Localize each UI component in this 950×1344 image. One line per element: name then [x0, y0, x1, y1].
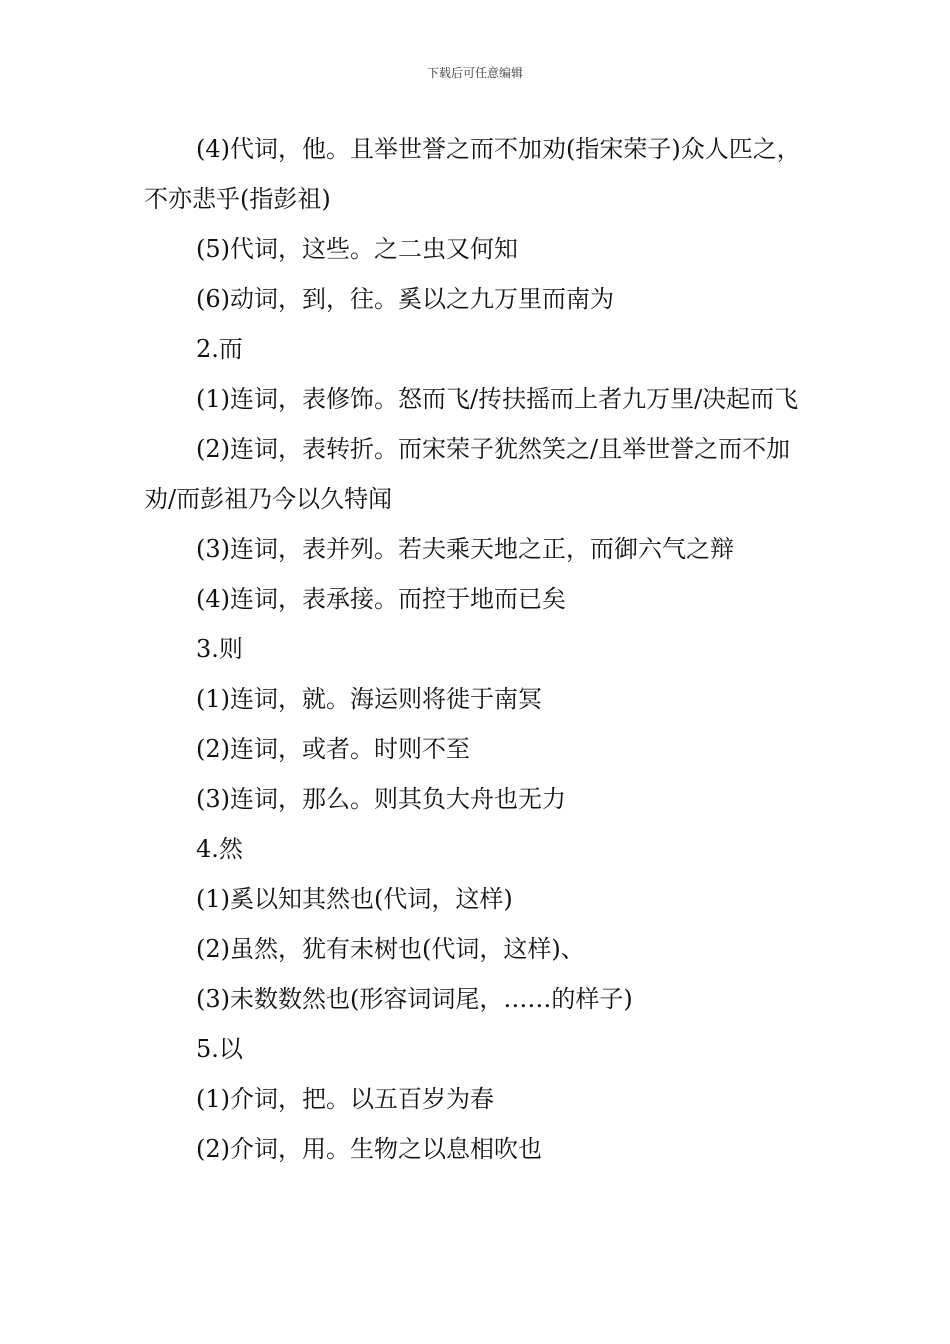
paragraph-ze-so: (3)连词，那么。则其负大舟也无力: [196, 785, 566, 813]
paragraph-er-parallel: (3)连词，表并列。若夫乘天地之正，而御六气之辩: [196, 535, 734, 563]
paragraph-ran-2: (2)虽然，犹有未树也(代词，这样)、: [196, 935, 585, 963]
section-heading-ran: 4.然: [196, 835, 243, 863]
paragraph-er-modifier: (1)连词，表修饰。怒而飞/抟扶摇而上者九万里/决起而飞: [196, 385, 799, 413]
paragraph-er-contrast: (2)连词，表转折。而宋荣子犹然笑之/且举世誉之而不加劝/而彭祖乃今以久特闻: [144, 435, 791, 513]
page-header: 下载后可任意编辑: [426, 66, 523, 80]
section-heading-er: 2.而: [196, 335, 243, 363]
paragraph-ran-3: (3)未数数然也(形容词词尾，……的样子): [196, 985, 633, 1013]
paragraph-ran-1: (1)奚以知其然也(代词，这样): [196, 885, 513, 913]
paragraph-6-zhi-verb-go: (6)动词，到，往。奚以之九万里而南为: [196, 285, 614, 313]
paragraph-yi-1: (1)介词，把。以五百岁为春: [196, 1085, 494, 1113]
paragraph-ze-or: (2)连词，或者。时则不至: [196, 735, 470, 763]
paragraph-5-zhi-pronoun-these: (5)代词，这些。之二虫又何知: [196, 235, 518, 263]
paragraph-ze-then: (1)连词，就。海运则将徙于南冥: [196, 685, 542, 713]
paragraph-yi-2: (2)介词，用。生物之以息相吹也: [196, 1135, 542, 1163]
paragraph-4-zhi-pronoun-he: (4)代词，他。且举世誉之而不加劝(指宋荣子)众人匹之，不亦悲乎(指彭祖): [144, 135, 801, 213]
section-heading-ze: 3.则: [196, 635, 243, 663]
document-body: [144, 124, 810, 1174]
section-heading-yi: 5.以: [196, 1035, 243, 1063]
paragraph-er-sequence: (4)连词，表承接。而控于地而已矣: [196, 585, 566, 613]
